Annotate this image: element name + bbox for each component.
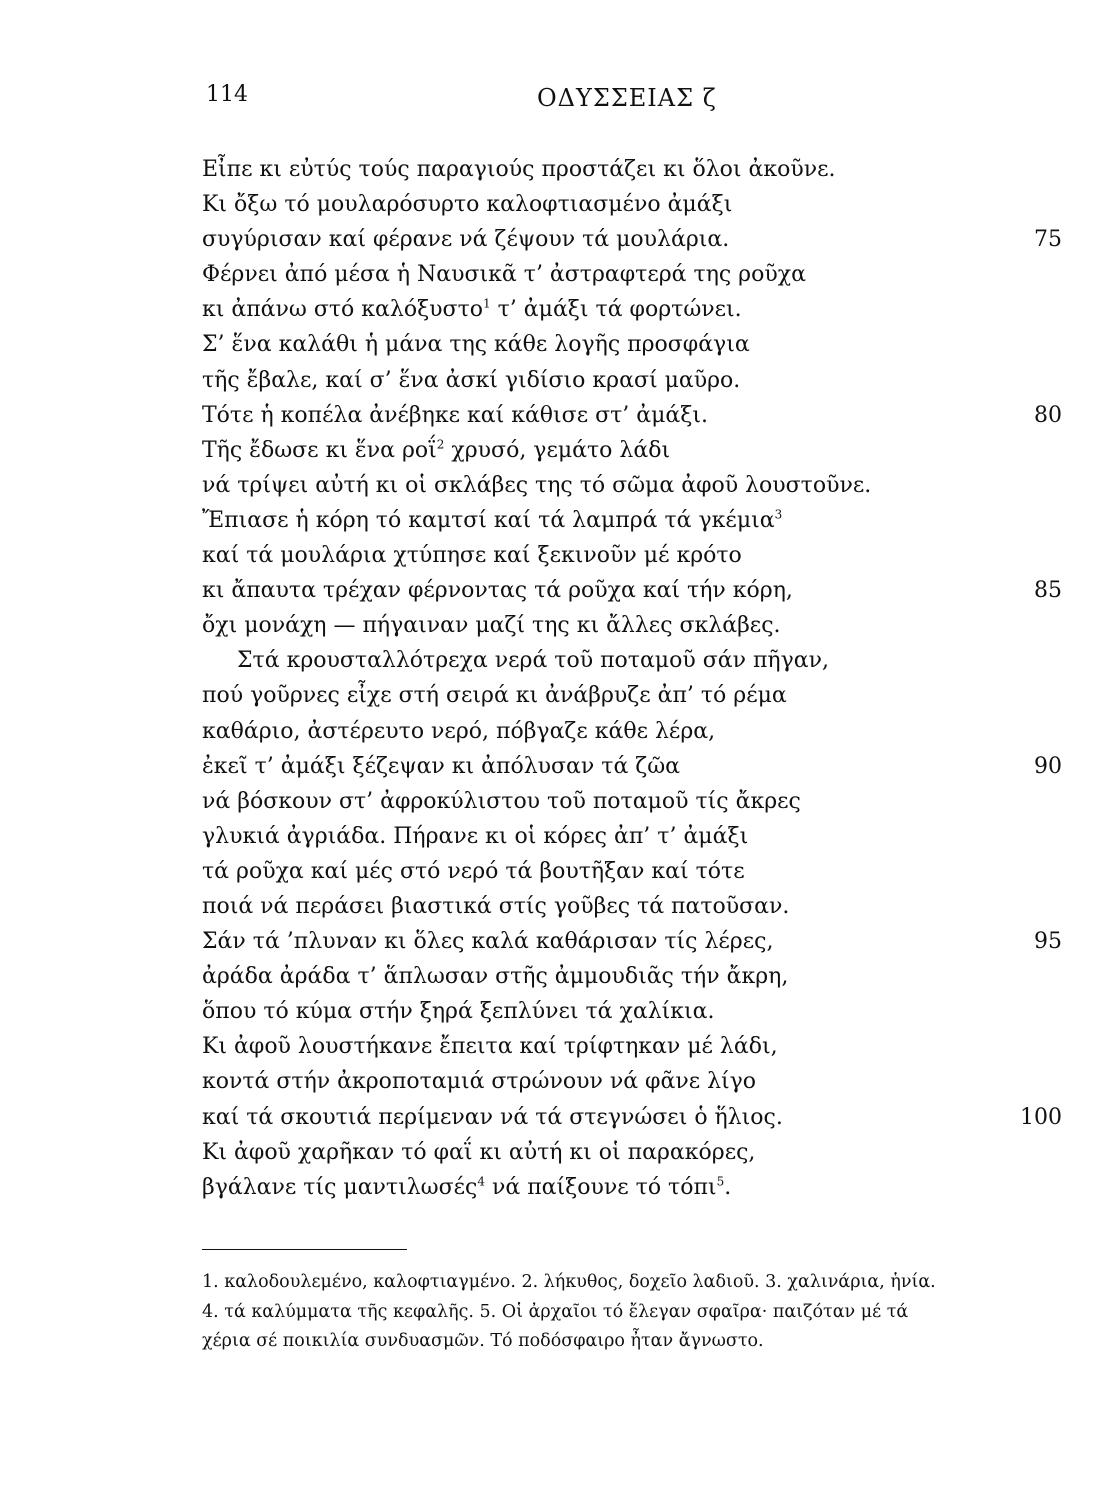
verse-text	[202, 438, 670, 463]
verse-line	[202, 573, 1062, 608]
verse-text-part: κι ἄπαυτα τρέχαν φέρνοντας τά ροῦχα καί τήν κόρη,	[202, 578, 793, 604]
verse-line	[202, 538, 1062, 573]
verse-text	[202, 297, 742, 322]
verse-line	[202, 363, 1062, 398]
verse-text-part: Κι ἀφοῦ χαρῆκαν τό φαΐ κι αὐτή κι οἱ παρακόρες,	[202, 1139, 756, 1165]
verse-line	[202, 608, 1062, 643]
footnote-marker: 3	[774, 507, 783, 522]
verse-text-part: νά παίξουνε τό τόπι	[484, 1174, 717, 1200]
verse-line	[202, 889, 1062, 924]
verse-text-part: Εἶπε κι εὐτύς τούς παραγιούς προστάζει κι ὅλοι ἀκοῦνε.	[202, 157, 836, 182]
verse-text-part: .	[724, 1174, 732, 1200]
verse-text-part: Κι ἀφοῦ λουστήκανε ἔπειτα καί τρίφτηκαν μέ λάδι,	[202, 1034, 778, 1060]
verse-line	[202, 854, 1062, 889]
verse-text	[202, 192, 732, 217]
verse-text	[202, 1069, 756, 1094]
verse-text-part: βγάλανε τίς μαντιλωσές	[202, 1174, 478, 1200]
verse-text	[202, 964, 788, 989]
verse-line	[202, 994, 1062, 1029]
verse-text-part: Φέρνει ἀπό μέσα ἡ Ναυσικᾶ τ’ ἀστραφτερά της ροῦχα	[202, 262, 806, 288]
verse-text-part: γλυκιά ἀγριάδα. Πήρανε κι οἱ κόρες ἀπ’ τ’ ἀμάξι	[202, 823, 749, 849]
verse-text-part: ὅπου τό κύμα στήν ξηρά ξεπλύνει τά χαλίκια.	[202, 999, 715, 1025]
verse-text	[202, 824, 748, 849]
verse-text-part: Στά κρουσταλλότρεχα νερά τοῦ ποταμοῦ σάν πῆγαν,	[237, 648, 829, 674]
verse-text-part: κι ἀπάνω στό καλόξυστο	[202, 297, 483, 323]
verse-text-part: καί τά μουλάρια χτύπησε καί ξεκινοῦν μέ κρότο	[202, 543, 742, 569]
verse-line	[202, 398, 1062, 433]
verse-text-part: τά ροῦχα καί μές στό νερό τά βουτῆξαν καί τότε	[202, 858, 745, 884]
verse-text	[202, 929, 773, 954]
verse-line	[202, 643, 1062, 678]
footnote-marker: 1	[483, 297, 491, 312]
footnote-rule	[202, 1249, 407, 1250]
footnote-marker: 5	[716, 1174, 725, 1189]
line-number: 90	[1034, 753, 1062, 779]
verse-text	[202, 1034, 778, 1059]
verse-line	[202, 433, 1062, 468]
verse-text	[202, 473, 871, 498]
verse-line	[202, 1100, 1062, 1135]
verse-text	[202, 368, 740, 393]
verse-line	[202, 678, 1062, 713]
verse-line	[202, 1064, 1062, 1099]
verse-text	[202, 789, 801, 814]
footnote-line: χέρια σέ ποικιλία συνδυασμῶν. Τό ποδόσφαιρο ἦταν ἄγνωστο.	[202, 1331, 764, 1351]
verse-line	[202, 924, 1062, 959]
verse-text-part: τ’ ἀμάξι τά φορτώνει.	[490, 297, 742, 323]
verse-line	[202, 187, 1062, 222]
verse-line	[202, 714, 1062, 749]
verse-line	[202, 503, 1062, 538]
footnote-marker: 2	[436, 437, 445, 452]
verse-line	[202, 292, 1062, 327]
verse-text-part: νά τρίψει αὐτή κι οἱ σκλάβες της τό σῶμα ἀφοῦ λουστοῦνε.	[202, 472, 872, 498]
verse-text-part: χρυσό, γεμάτο λάδι	[444, 437, 671, 463]
verse-text	[202, 403, 708, 428]
running-head: ΟΔΥΣΣΕΙΑΣ ζ	[537, 84, 717, 112]
verse-text-part: πού γοῦρνες εἶχε στή σειρά κι ἀνάβρυζε ἀπ’ τό ρέμα	[202, 683, 787, 709]
verse-line	[202, 819, 1062, 854]
verse-text-part: νά βόσκουν στ’ ἀφροκύλιστου τοῦ ποταμοῦ τίς ἄκρες	[202, 788, 801, 814]
verse-text-part: τῆς ἔβαλε, καί σ’ ἕνα ἀσκί γιδίσιο κρασί μαῦρο.	[202, 367, 741, 393]
verse-line	[202, 222, 1062, 257]
verse-text-part: ἀράδα ἀράδα τ’ ἅπλωσαν στῆς ἀμμουδιᾶς τήν ἄκρη,	[202, 964, 789, 990]
verse-text-part: ὄχι μονάχη — πήγαιναν μαζί της κι ἄλλες σκλάβες.	[202, 613, 781, 639]
verse-text	[202, 683, 787, 708]
line-number: 80	[1034, 402, 1062, 428]
verse-text-part: ποιά νά περάσει βιαστικά στίς γοῦβες τά πατοῦσαν.	[202, 893, 790, 919]
line-number: 100	[1020, 1104, 1062, 1130]
verse-line	[202, 152, 1062, 187]
verse-text-part: ἐκεῖ τ’ ἀμάξι ξέζεψαν κι ἀπόλυσαν τά ζῶα	[202, 753, 681, 779]
verse-line	[202, 327, 1062, 362]
verse-text	[202, 543, 742, 568]
line-number: 85	[1034, 578, 1062, 604]
verse-text	[202, 227, 729, 252]
verse-text	[202, 1105, 783, 1130]
verse-text	[237, 648, 829, 673]
verse-line	[202, 257, 1062, 292]
verse-text	[202, 157, 836, 182]
verse-text	[202, 578, 793, 603]
verse-text-part: Σάν τά ’πλυναν κι ὅλες καλά καθάρισαν τίς λέρες,	[202, 929, 774, 955]
verse-text	[202, 754, 680, 779]
page-number: 114	[206, 82, 248, 107]
verse-text	[202, 508, 782, 533]
verse-text-part: Τῆς ἔδωσε κι ἕνα ροΐ	[202, 437, 437, 463]
verse-text	[202, 262, 806, 287]
footnotes	[202, 1268, 1062, 1357]
verse-block	[202, 152, 1062, 1205]
verse-text-part: καθάριο, ἀστέρευτο νερό, πόβγαζε κάθε λέρα,	[202, 718, 716, 744]
verse-text-part: κοντά στήν ἀκροποταμιά στρώνουν νά φᾶνε λίγο	[202, 1069, 757, 1095]
verse-text	[202, 859, 745, 884]
footnote-line: 4. τά καλύμματα τῆς κεφαλῆς. 5. Οἱ ἀρχαῖοι τό ἔλεγαν σφαῖρα· παιζόταν μέ τά	[202, 1301, 909, 1322]
verse-line	[202, 468, 1062, 503]
line-number: 95	[1034, 929, 1062, 955]
verse-text-part: καί τά σκουτιά περίμεναν νά τά στεγνώσει ὁ ἥλιος.	[202, 1104, 783, 1130]
verse-text-part: Τότε ἡ κοπέλα ἀνέβηκε καί κάθισε στ’ ἀμάξι.	[202, 402, 708, 428]
footnote-line: 1. καλοδουλεμένο, καλοφτιαγμένο. 2. λήκυθος, δοχεῖο λαδιοῦ. 3. χαλινάρια, ἡνία.	[202, 1272, 936, 1292]
verse-line	[202, 1029, 1062, 1064]
verse-text	[202, 613, 781, 638]
verse-text	[202, 719, 715, 744]
verse-text-part: Κι ὄξω τό μουλαρόσυρτο καλοφτιασμένο ἀμάξι	[202, 192, 733, 218]
footnote-marker: 4	[477, 1174, 485, 1189]
verse-text	[202, 894, 789, 919]
verse-line	[202, 1135, 1062, 1170]
verse-line	[202, 1170, 1062, 1205]
verse-text	[202, 999, 715, 1024]
verse-text-part: Σ’ ἕνα καλάθι ἡ μάνα της κάθε λογῆς προσφάγια	[202, 332, 750, 358]
verse-text	[202, 1140, 755, 1165]
line-number: 75	[1034, 227, 1062, 253]
verse-text	[202, 332, 750, 357]
verse-text-part: Ἔπιασε ἡ κόρη τό καμτσί καί τά λαμπρά τά γκέμια	[202, 507, 775, 533]
verse-line	[202, 959, 1062, 994]
verse-line	[202, 784, 1062, 819]
verse-text-part: συγύρισαν καί φέρανε νά ζέψουν τά μουλάρια.	[202, 227, 730, 253]
verse-text	[202, 1175, 731, 1200]
verse-line	[202, 749, 1062, 784]
